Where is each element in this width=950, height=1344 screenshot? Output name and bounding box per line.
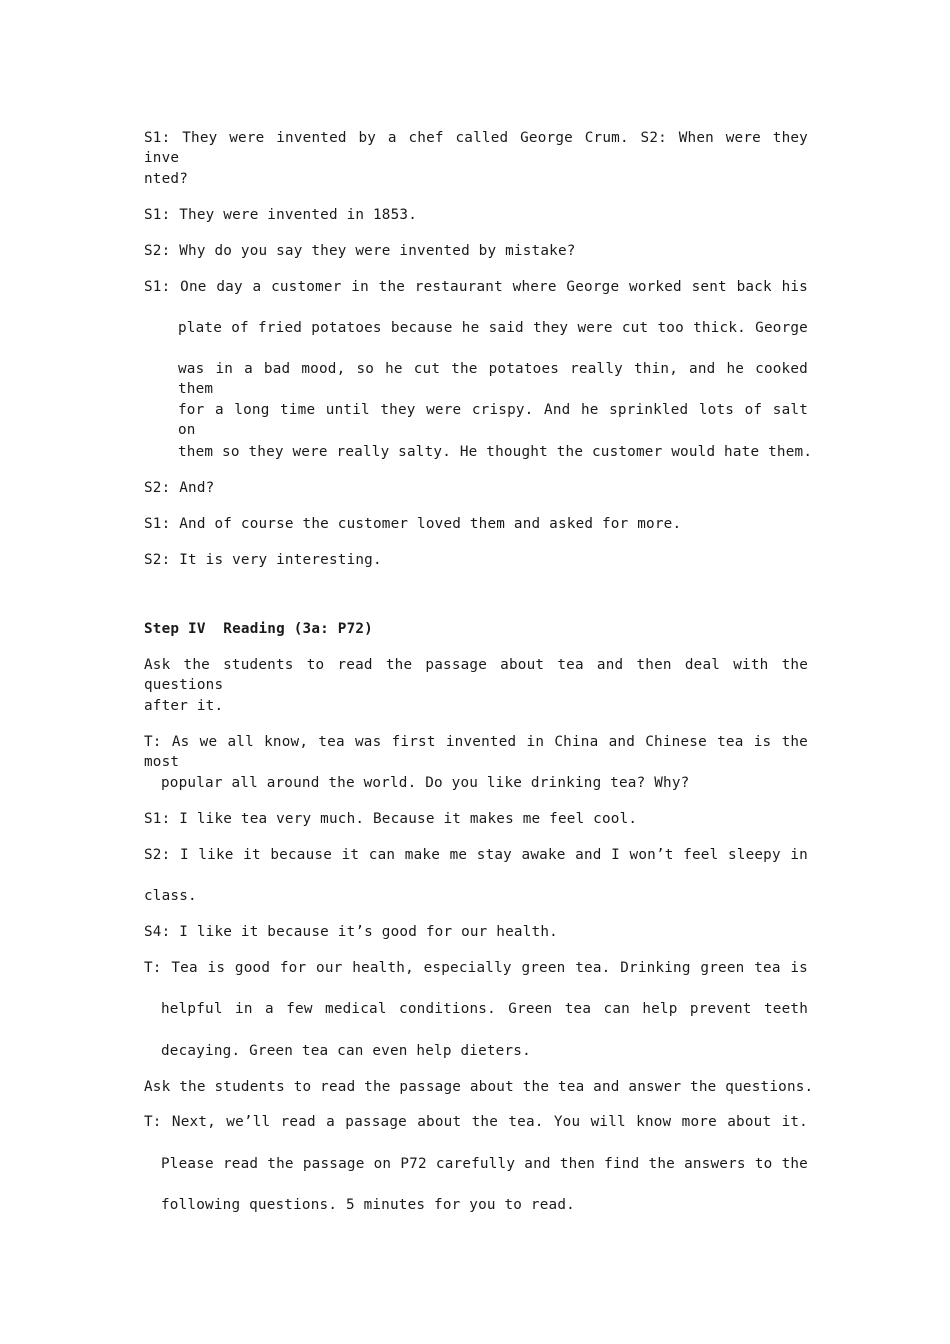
body-line: Ask the students to read the passage about the tea and answer the questions. <box>144 1079 814 1095</box>
body-line: class. <box>144 888 197 904</box>
dialogue-line: S2: Why do you say they were invented by mistake? <box>144 243 576 259</box>
dialogue-line: S1: And of course the customer loved them and asked for more. <box>144 516 682 532</box>
dialogue-line: S1: They were invented in 1853. <box>144 207 418 223</box>
body-line: T: As we all know, tea was first invented in China and Chinese tea is the most <box>144 734 808 770</box>
dialogue-line: S2: And? <box>144 480 215 496</box>
body-line: T: Next, we’ll read a passage about the tea. You will know more about it. <box>144 1114 808 1130</box>
section-heading: Step IV Reading (3a: P72) <box>144 621 373 637</box>
body-line: S2: I like it because it can make me stay awake and I won’t feel sleepy in <box>144 847 808 863</box>
body-line: popular all around the world. Do you like drinking tea? Why? <box>161 775 690 791</box>
body-line: S4: I like it because it’s good for our health. <box>144 924 558 940</box>
body-line: Please read the passage on P72 carefully and then find the answers to the <box>161 1156 808 1172</box>
dialogue-line: S2: It is very interesting. <box>144 552 382 568</box>
dialogue-line: for a long time until they were crispy. And he sprinkled lots of salt on <box>178 402 808 438</box>
body-line: helpful in a few medical conditions. Green tea can help prevent teeth <box>161 1001 808 1017</box>
dialogue-line: S1: They were invented by a chef called George Crum. S2: When were they inve <box>144 130 808 166</box>
dialogue-line: S1: One day a customer in the restaurant where George worked sent back his <box>144 279 808 295</box>
dialogue-line: plate of fried potatoes because he said they were cut too thick. George <box>178 320 808 336</box>
body-line: T: Tea is good for our health, especially green tea. Drinking green tea is <box>144 960 808 976</box>
dialogue-line: them so they were really salty. He thought the customer would hate them. <box>178 444 813 460</box>
body-line: following questions. 5 minutes for you to read. <box>161 1197 575 1213</box>
body-line: Ask the students to read the passage about tea and then deal with the questions <box>144 657 808 693</box>
body-line: decaying. Green tea can even help dieters. <box>161 1043 531 1059</box>
body-line: S1: I like tea very much. Because it makes me feel cool. <box>144 811 638 827</box>
body-line: after it. <box>144 698 224 714</box>
dialogue-line: was in a bad mood, so he cut the potatoes really thin, and he cooked them <box>178 361 808 397</box>
dialogue-line: nted? <box>144 171 189 187</box>
